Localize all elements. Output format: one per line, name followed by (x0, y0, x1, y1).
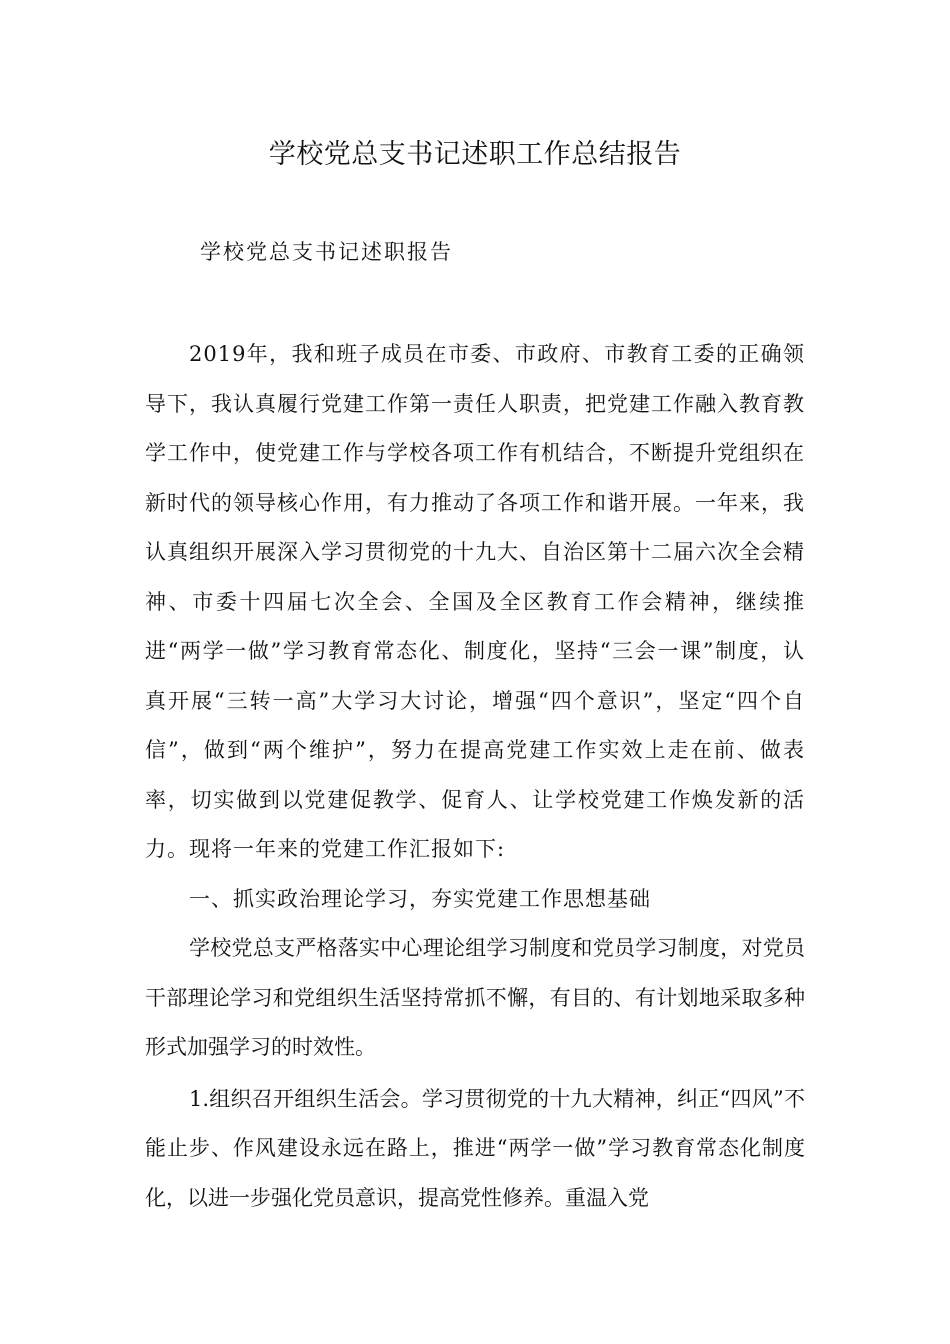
document-subtitle: 学校党总支书记述职报告 (200, 240, 453, 264)
paragraph-section-1: 学校党总支严格落实中心理论组学习制度和党员学习制度，对党员干部理论学习和党组织生活坚持常抓不懈，有目的、有计划地采取多种形式加强学习的时效性。 (145, 936, 805, 1059)
paragraph-intro: 2019年，我和班子成员在市委、市政府、市教育工委的正确领导下，我认真履行党建工作第一责任人职责，把党建工作融入教育教学工作中，使党建工作与学校各项工作有机结合，不断提升党组织在新时代的领导核心作用，有力推动了各项工作和谐开展。一年来，我认真组织开展深入学习贯彻党的十九大、自治区第十二届六次全会精神、市委十四届七次全会、全国及全区教育工作会精神，继续推进“两学一做”学习教育常态化、制度化，坚持“三会一课”制度，认真开展“三转一高”大学习大讨论，增强“四个意识”，坚定“四个自信”，做到“两个维护”，努力在提高党建工作实效上走在前、做表率，切实做到以党建促教学、促育人、让学校党建工作焕发新的活力。现将一年来的党建工作汇报如下: (145, 342, 805, 861)
section-heading-1: 一、抓实政治理论学习，夯实党建工作思想基础 (189, 886, 651, 911)
paragraph-item-1: 1.组织召开组织生活会。学习贯彻党的十九大精神，纠正“四风”不能止步、作风建设永远在路上，推进“两学一做”学习教育常态化制度化，以进一步强化党员意识，提高党性修养。重温入党 (145, 1086, 805, 1210)
document-title: 学校党总支书记述职工作总结报告 (268, 139, 682, 170)
document-body (145, 330, 805, 1223)
